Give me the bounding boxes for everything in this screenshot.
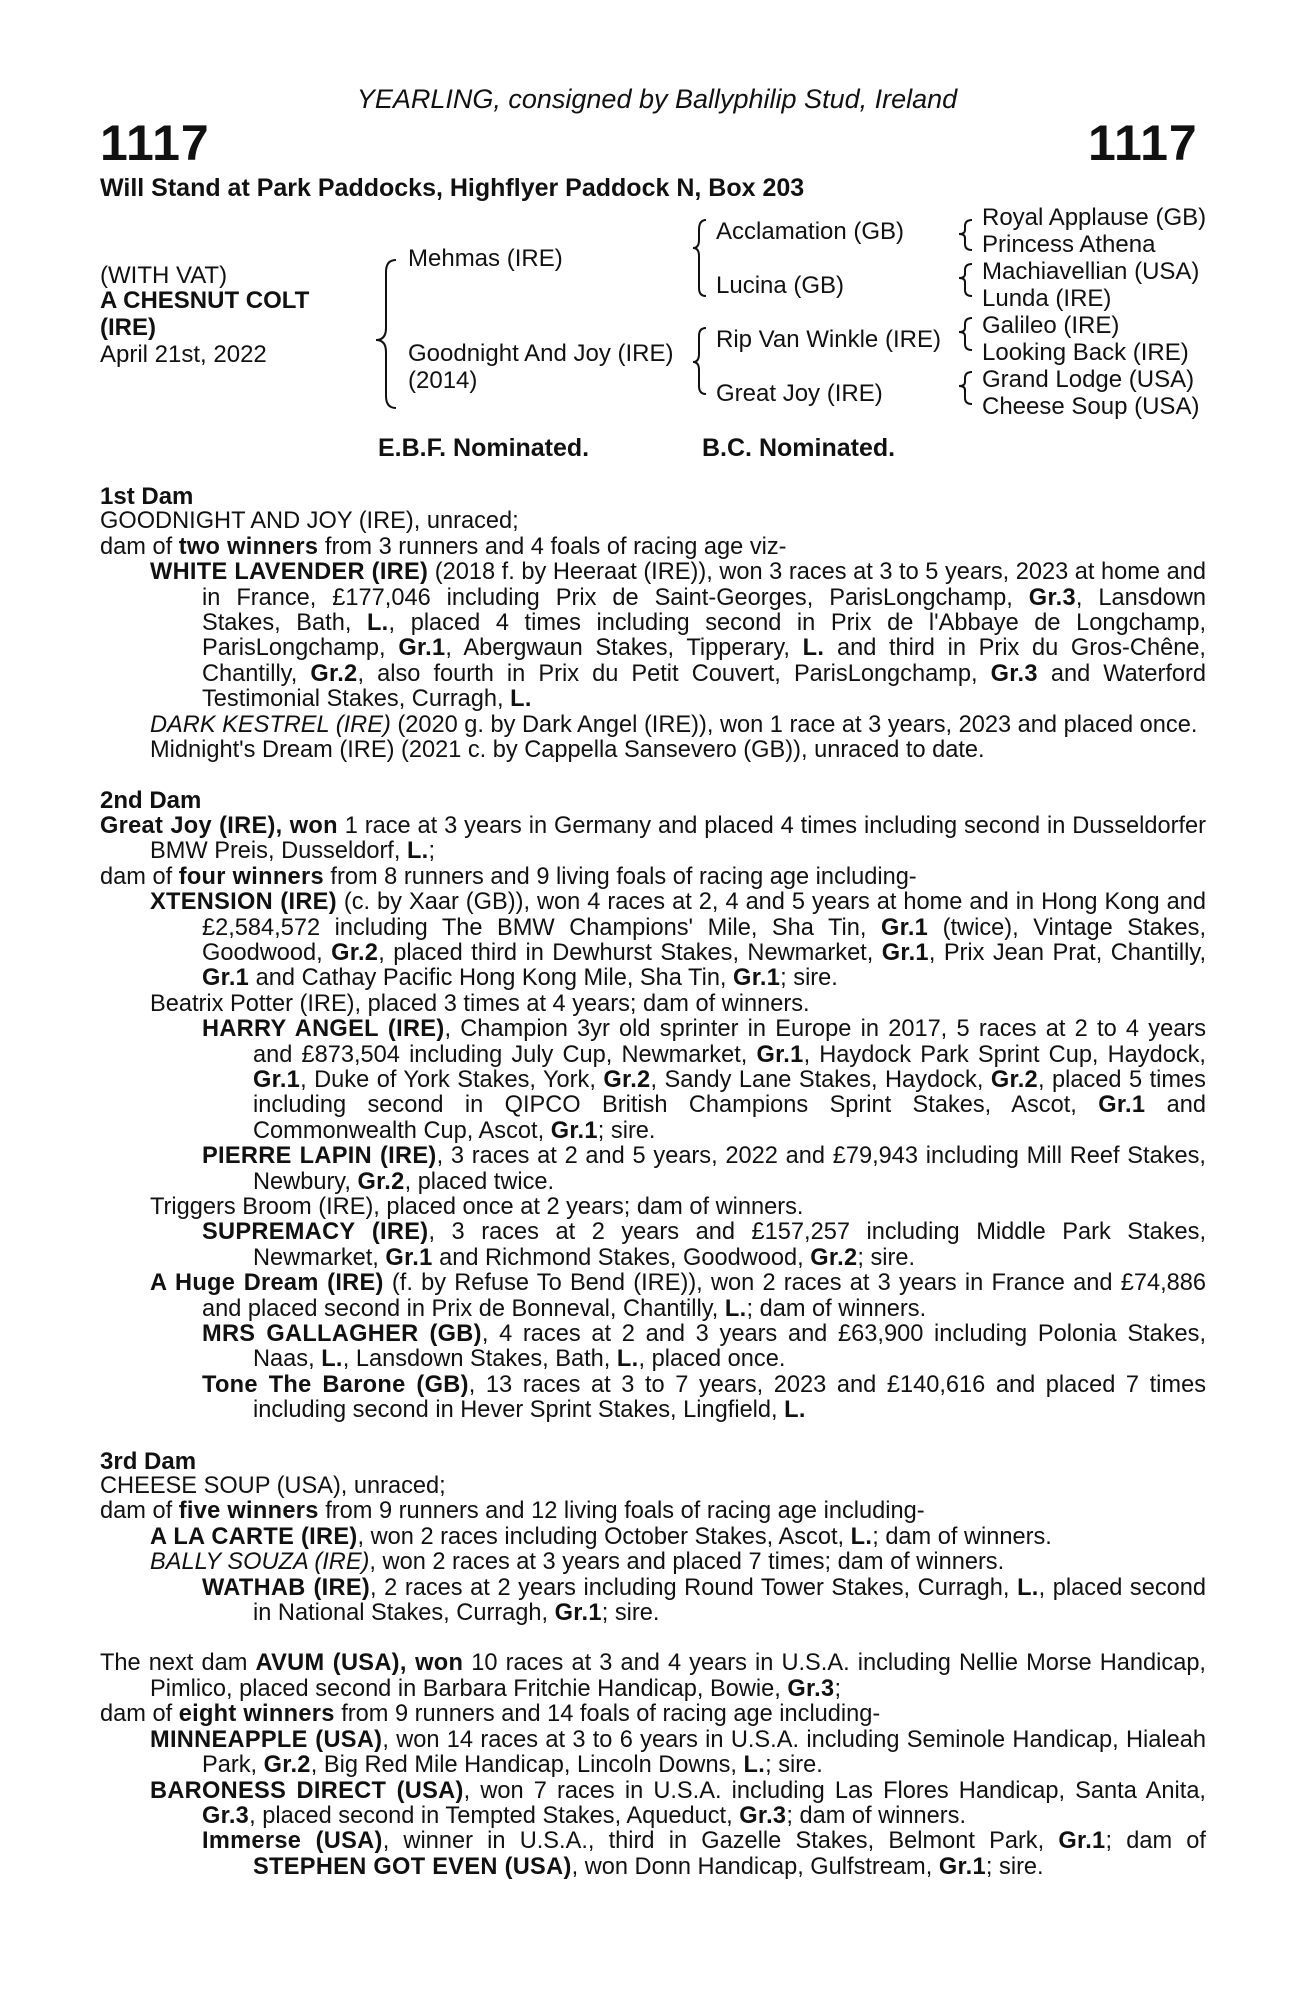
ancestor-3: Machiavellian (USA) — [982, 258, 1200, 285]
text-run: , Prix Jean Prat, Chantilly, — [928, 939, 1206, 966]
ancestor-4: Lunda (IRE) — [982, 285, 1112, 312]
bold-text: L. — [321, 1346, 343, 1373]
text-run: from 9 runners and 12 living foals of racing age including- — [318, 1498, 925, 1525]
record-paragraph — [100, 1728, 1206, 1779]
text-run: (2020 g. by Dark Angel (IRE)), won 1 race at 3 years, 2023 and placed once. — [390, 711, 1198, 738]
text-run: , Lansdown Stakes, Bath, — [342, 1346, 617, 1373]
section-title: 2nd Dam — [100, 787, 202, 815]
bold-text: Gr.1 — [1058, 1828, 1106, 1855]
text-run: from 8 runners and 9 living foals of racing age including- — [323, 863, 917, 890]
text-run: ; dam of — [1105, 1828, 1206, 1855]
text-run: (f. by Refuse To Bend (IRE)), won 2 races at 3 years in France and £74,886 and placed second in Prix de Bonneval, Chantilly, — [202, 1270, 1206, 1322]
ancestor-8: Cheese Soup (USA) — [982, 393, 1200, 420]
bold-text: Gr.1 — [938, 1853, 986, 1880]
text-run: , won Donn Handicap, Gulfstream, — [571, 1853, 939, 1880]
bold-text: L. — [616, 1346, 639, 1373]
bold-text: Gr.2 — [603, 1066, 651, 1093]
ebf-nomination: E.B.F. Nominated. — [378, 434, 590, 462]
text-run: and Commonwealth Cup, Ascot, — [253, 1092, 1207, 1144]
record-paragraph — [100, 1829, 1206, 1880]
text-run: and third in Prix du Gros-Chêne, Chantilly, — [202, 635, 1206, 687]
record-paragraph — [100, 1779, 1206, 1830]
bold-text: Gr.1 — [253, 1066, 301, 1093]
text-run: ; sire. — [857, 1244, 916, 1271]
sire-dam-name: Lucina (GB) — [716, 272, 845, 299]
bold-text: A Huge Dream (IRE) — [150, 1270, 384, 1297]
bold-text: Gr.1 — [550, 1117, 598, 1144]
bold-text: Gr.1 — [1098, 1092, 1146, 1119]
bold-text: Gr.1 — [202, 965, 250, 992]
lot-number-left: 1117 — [100, 115, 210, 171]
bold-text: Gr.1 — [554, 1600, 602, 1627]
foaling-date: April 21st, 2022 — [100, 341, 267, 368]
text-run: (twice), Vintage Stakes, Goodwood, — [202, 914, 1206, 966]
bold-text: L. — [406, 838, 429, 865]
record-paragraph — [100, 1499, 1206, 1524]
record-paragraph — [100, 713, 1206, 738]
record-paragraph — [100, 814, 1206, 865]
text-run: , Sandy Lane Stakes, Haydock, — [650, 1066, 991, 1093]
ancestor-1: Royal Applause (GB) — [982, 204, 1207, 231]
bold-text: L. — [1017, 1574, 1039, 1601]
bold-text: Gr.2 — [310, 660, 358, 687]
sire-sire-name: Acclamation (GB) — [716, 218, 905, 245]
text-run: , placed third in Dewhurst Stakes, Newmarket, — [378, 939, 882, 966]
bold-text: Gr.1 — [733, 965, 781, 992]
ancestor-2: Princess Athena — [982, 231, 1156, 258]
text-run: ; sire. — [597, 1117, 656, 1144]
text-run: ; — [834, 1675, 842, 1702]
record-paragraph — [100, 738, 1206, 763]
text-run: dam of — [100, 533, 179, 560]
dam-sire-name: Rip Van Winkle (IRE) — [716, 326, 941, 353]
record-paragraph — [100, 560, 1206, 712]
text-run: , also fourth in Prix du Petit Couvert, ParisLongchamp, — [357, 660, 991, 687]
text-run: ; dam of winners. — [872, 1523, 1052, 1550]
bold-text: Gr.1 — [398, 635, 446, 662]
bold-text: L. — [724, 1295, 747, 1322]
bold-text: L. — [850, 1523, 873, 1550]
bold-text: Gr.1 — [881, 914, 929, 941]
record-paragraph — [100, 1702, 1206, 1727]
italic-text: BALLY SOUZA (IRE) — [150, 1549, 370, 1576]
record-paragraph — [100, 1195, 1206, 1220]
bold-text: WHITE LAVENDER (IRE) — [150, 559, 429, 586]
bold-text: L. — [510, 686, 532, 713]
text-run: dam of — [100, 1498, 179, 1525]
record-paragraph — [100, 535, 1206, 560]
bold-text: MINNEAPPLE (USA) — [150, 1726, 383, 1753]
vat-note: (WITH VAT) — [100, 262, 228, 289]
horse-description: A CHESNUT COLT — [100, 287, 310, 314]
text-run: , placed second in Tempted Stakes, Aqueduct, — [249, 1802, 740, 1829]
text-run: Triggers Broom (IRE), placed once at 2 years; dam of winners. — [150, 1193, 804, 1220]
text-run: , placed 5 times including second in QIPCO British Champions Sprint Stakes, Ascot, — [253, 1066, 1206, 1119]
text-run: dam of — [100, 863, 179, 890]
text-run: , Champion 3yr old sprinter in Europe in 2017, 5 races at 2 to 4 years and £873,504 including July Cup, Newmarket, — [253, 1016, 1206, 1068]
text-run: , won 2 races at 3 years and placed 7 times; dam of winners. — [369, 1549, 1005, 1576]
bold-text: Gr.2 — [263, 1752, 311, 1779]
text-run: from 9 runners and 14 foals of racing age including- — [334, 1701, 881, 1728]
bold-text: Great Joy (IRE), won — [100, 812, 338, 839]
bold-text: L. — [743, 1752, 766, 1779]
bold-text: five winners — [178, 1498, 319, 1525]
bc-nomination: B.C. Nominated. — [702, 434, 896, 462]
text-run: 1 race at 3 years in Germany and placed 4 times including second in Dusseldorfer BMW Preis, Dusseldorf, — [150, 812, 1207, 865]
text-run: , Lansdown Stakes, Bath, — [202, 584, 1206, 637]
text-run: ; sire. — [601, 1600, 660, 1627]
bold-text: SUPREMACY (IRE) — [202, 1219, 429, 1246]
text-run: from 3 runners and 4 foals of racing age viz- — [318, 533, 787, 560]
record-paragraph — [100, 1373, 1206, 1424]
record-paragraph — [100, 1017, 1206, 1144]
text-run: dam of — [100, 1701, 179, 1728]
bold-text: four winners — [178, 863, 324, 890]
bold-text: HARRY ANGEL (IRE) — [202, 1016, 445, 1043]
record-paragraph — [100, 1576, 1206, 1627]
record-paragraph — [100, 1525, 1206, 1550]
section-gap — [100, 1626, 1206, 1651]
bold-text: WATHAB (IRE) — [202, 1574, 371, 1601]
ancestor-5: Galileo (IRE) — [982, 312, 1120, 339]
text-run: , Abergwaun Stakes, Tipperary, — [445, 635, 803, 662]
stand-location: Will Stand at Park Paddocks, Highflyer Paddock N, Box 203 — [100, 174, 805, 202]
text-run: CHEESE SOUP (USA), unraced; — [100, 1473, 446, 1500]
record-paragraph — [100, 890, 1206, 992]
bold-text: STEPHEN GOT EVEN (USA) — [253, 1853, 572, 1880]
consignment-line: YEARLING, consigned by Ballyphilip Stud, Ireland — [356, 84, 958, 114]
bold-text: L. — [784, 1397, 806, 1424]
text-run: Midnight's Dream (IRE) (2021 c. by Cappella Sansevero (GB)), unraced to date. — [150, 737, 985, 764]
section-gap — [100, 1424, 1206, 1449]
bold-text: AVUM (USA), won — [255, 1650, 464, 1677]
text-run: and Richmond Stakes, Goodwood, — [432, 1244, 811, 1271]
bold-text: L. — [366, 610, 389, 637]
text-run: , placed once. — [638, 1346, 786, 1373]
record-paragraph — [100, 1474, 1206, 1499]
bold-text: Gr.3 — [1028, 584, 1076, 611]
record-paragraph — [100, 1144, 1206, 1195]
record-paragraph — [100, 992, 1206, 1017]
text-run: 10 races at 3 and 4 years in U.S.A. including Nellie Morse Handicap, Pimlico, placed second in Barbara Fritchie Handicap, Bowie, — [150, 1650, 1206, 1702]
record-paragraph — [100, 1651, 1206, 1702]
text-run: , Duke of York Stakes, York, — [300, 1066, 604, 1093]
bold-text: Immerse (USA) — [202, 1828, 383, 1855]
text-run: and Cathay Pacific Hong Kong Mile, Sha Tin, — [249, 965, 734, 992]
ancestor-7: Grand Lodge (USA) — [982, 366, 1195, 393]
bold-text: BARONESS DIRECT (USA) — [150, 1777, 464, 1804]
text-run: , 3 races at 2 years and £157,257 including Middle Park Stakes, Newmarket, — [253, 1219, 1206, 1271]
record-paragraph — [100, 509, 1206, 534]
bold-text: Gr.1 — [756, 1041, 804, 1068]
sire-name: Mehmas (IRE) — [408, 245, 563, 272]
bold-text: Gr.1 — [385, 1244, 433, 1271]
text-run: GOODNIGHT AND JOY (IRE), unraced; — [100, 508, 519, 535]
section-gap — [100, 763, 1206, 788]
bold-text: PIERRE LAPIN (IRE) — [202, 1143, 437, 1170]
text-run: Beatrix Potter (IRE), placed 3 times at 4 years; dam of winners. — [150, 990, 810, 1017]
text-run: , won 7 races in U.S.A. including Las Flores Handicap, Santa Anita, — [463, 1777, 1206, 1804]
text-run: (2018 f. by Heeraat (IRE)), won 3 races at 3 to 5 years, 2023 at home and in France, £177,046 including Prix de Saint-Georges, ParisLongchamp, — [202, 559, 1206, 611]
record-paragraph — [100, 865, 1206, 890]
bold-text: Gr.3 — [990, 660, 1038, 687]
bold-text: Gr.2 — [810, 1244, 858, 1271]
record-paragraph — [100, 1220, 1206, 1271]
text-run: , placed twice. — [404, 1168, 555, 1195]
text-run: , placed 4 times including second in Prix de l'Abbaye de Longchamp, ParisLongchamp, — [202, 610, 1206, 662]
text-run: , 3 races at 2 and 5 years, 2022 and £79,943 including Mill Reef Stakes, Newbury, — [253, 1143, 1206, 1195]
bold-text: Tone The Barone (GB) — [202, 1371, 469, 1398]
bold-text: eight winners — [178, 1701, 335, 1728]
dam-foaling-year: (2014) — [408, 367, 478, 394]
italic-text: DARK KESTREL (IRE) — [150, 711, 391, 738]
text-run: and Waterford Testimonial Stakes, Curragh, — [202, 660, 1206, 713]
record-paragraph — [100, 1550, 1206, 1575]
bold-text: XTENSION (IRE) — [150, 889, 337, 916]
bold-text: Gr.3 — [787, 1675, 835, 1702]
text-run: The next dam — [100, 1650, 256, 1677]
record-paragraph — [100, 1271, 1206, 1322]
bold-text: MRS GALLAGHER (GB) — [202, 1321, 482, 1347]
bold-text: Gr.2 — [990, 1066, 1038, 1093]
text-run: ; dam of winners. — [746, 1295, 927, 1322]
record-paragraph — [100, 1322, 1206, 1373]
bold-text: Gr.2 — [331, 939, 379, 966]
text-run: , 2 races at 2 years including Round Tower Stakes, Curragh, — [370, 1574, 1018, 1601]
dam-records — [100, 484, 1206, 1880]
text-run: , 4 races at 2 and 3 years and £63,900 including Polonia Stakes, Naas, — [253, 1321, 1207, 1373]
bold-text: Gr.3 — [202, 1802, 250, 1829]
text-run: ; sire. — [780, 965, 838, 992]
text-run: , Haydock Park Sprint Cup, Haydock, — [803, 1041, 1206, 1068]
text-run: , won 14 races at 3 to 6 years in U.S.A. including Seminole Handicap, Hialeah Park, — [202, 1726, 1206, 1779]
section-title: 3rd Dam — [100, 1447, 197, 1475]
bold-text: Gr.3 — [739, 1802, 787, 1829]
dam-dam-name: Great Joy (IRE) — [716, 380, 883, 407]
text-run: ; — [428, 838, 436, 865]
section-title: 1st Dam — [100, 483, 194, 510]
bold-text: L. — [802, 635, 825, 662]
horse-origin: (IRE) — [100, 314, 156, 341]
text-run: ; sire. — [985, 1853, 1044, 1880]
text-run: (c. by Xaar (GB)), won 4 races at 2, 4 and 5 years at home and in Hong Kong and £2,584,572 including The BMW Champions' Mile, Sha Tin, — [202, 889, 1206, 941]
bold-text: Gr.2 — [357, 1168, 405, 1195]
bold-text: Gr.1 — [881, 939, 929, 966]
text-run: , placed second in National Stakes, Curragh, — [253, 1574, 1206, 1627]
text-run: , 13 races at 3 to 7 years, 2023 and £140,616 and placed 7 times including second in Hever Sprint Stakes, Lingfield, — [253, 1371, 1207, 1424]
bold-text: A LA CARTE (IRE) — [150, 1523, 358, 1550]
text-run: , winner in U.S.A., third in Gazelle Stakes, Belmont Park, — [382, 1828, 1059, 1855]
ancestor-6: Looking Back (IRE) — [982, 339, 1189, 366]
text-run: ; dam of winners. — [786, 1802, 966, 1829]
text-run: ; sire. — [765, 1752, 823, 1779]
bold-text: two winners — [178, 533, 319, 560]
dam-name: Goodnight And Joy (IRE) — [408, 340, 674, 367]
text-run: , won 2 races including October Stakes, Ascot, — [357, 1523, 851, 1550]
text-run: , Big Red Mile Handicap, Lincoln Downs, — [310, 1752, 744, 1779]
lot-number-right: 1117 — [1088, 115, 1198, 171]
